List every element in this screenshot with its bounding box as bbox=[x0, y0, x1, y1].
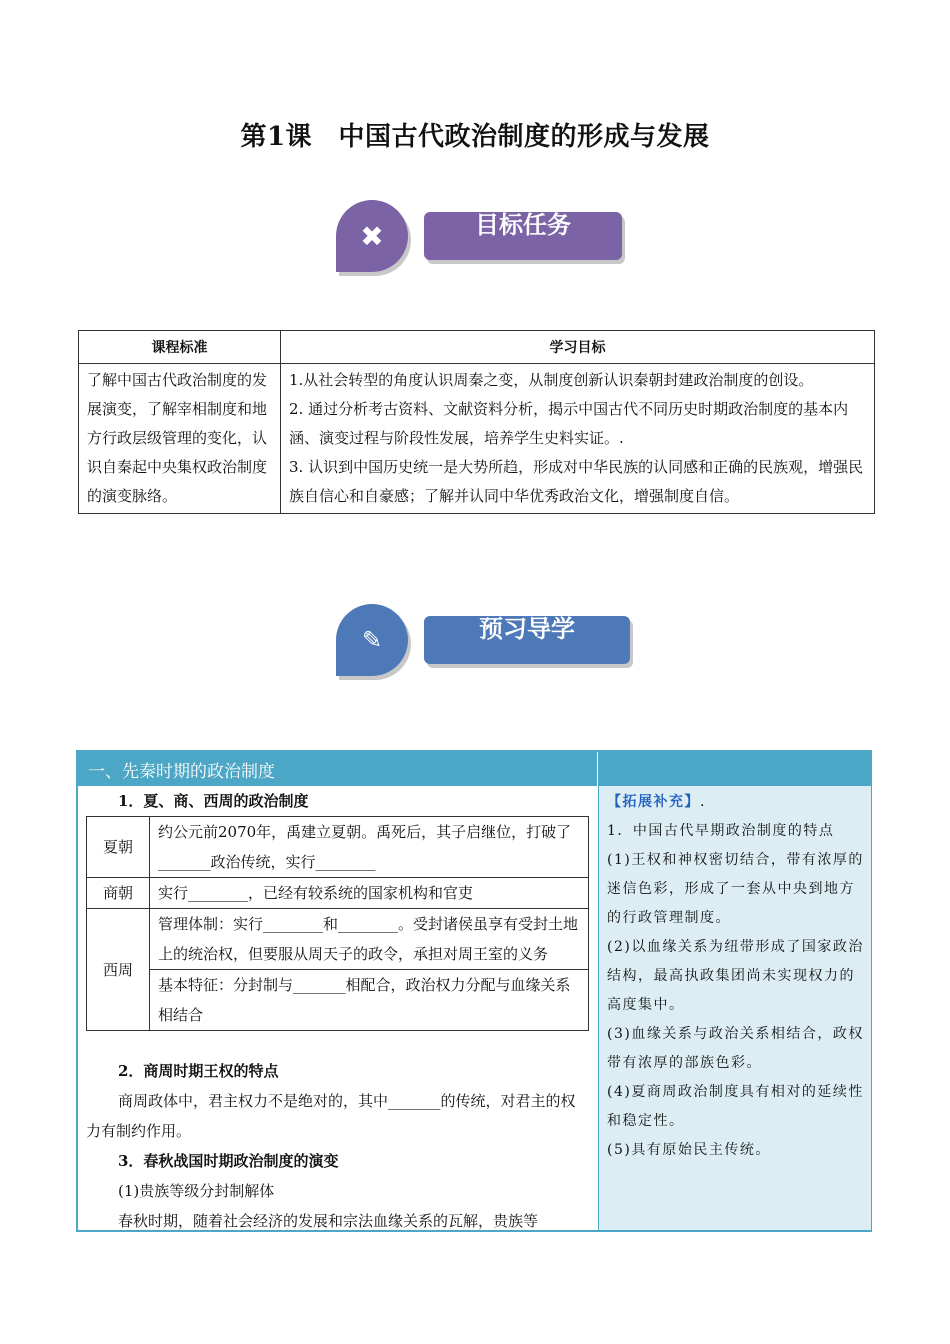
curriculum-standard: 了解中国古代政治制度的发展演变，了解宰相制度和地方行政层级管理的变化，认识自秦起中央集权政治制度的演变脉络。 bbox=[79, 364, 281, 514]
banner-drop bbox=[336, 200, 408, 272]
goal-item: 3. 认识到中国历史统一是大势所趋，形成对中华民族的认同感和正确的民族观，增强民族自信心和自豪感；了解并认同中华优秀政治文化，增强制度自信。 bbox=[289, 458, 864, 505]
guide-box bbox=[76, 750, 872, 1232]
pencil-icon: ✎ bbox=[361, 626, 383, 654]
dynasty-text: 基本特征：分封制与_______相配合，政治权力分配与血缘关系相结合 bbox=[150, 970, 589, 1031]
goal-item: 1.从社会转型的角度认识周秦之变，从制度创新认识秦朝封建政治制度的创设。 bbox=[289, 371, 814, 389]
dynasty-name: 夏朝 bbox=[87, 817, 150, 878]
dynasty-text: 实行________，已经有较系统的国家机构和官吏 bbox=[150, 878, 589, 909]
sidebar-item: (3)血缘关系与政治关系相结合，政权带有浓厚的部族色彩。 bbox=[607, 1026, 864, 1071]
extension-sidebar bbox=[598, 786, 871, 1230]
dynasty-text: 管理体制：实行________和________。受封诸侯虽享有受封土地上的统治权，但要服从周天子的政令，承担对周王室的义务 bbox=[150, 909, 589, 970]
subheading: 2．商周时期王权的特点 bbox=[118, 1062, 279, 1080]
preview-banner-label: 预习导学 bbox=[424, 616, 630, 664]
goals-banner-label: 目标任务 bbox=[424, 212, 622, 260]
goals-header: 学习目标 bbox=[281, 331, 875, 364]
sidebar-item: (2)以血缘关系为纽带形成了国家政治结构，最高执政集团尚未实现权力的高度集中。 bbox=[607, 939, 864, 1013]
standard-header: 课程标准 bbox=[79, 331, 281, 364]
guide-header bbox=[78, 752, 870, 786]
objectives-table bbox=[78, 330, 875, 514]
paragraph: 商周政体中，君主权力不是绝对的，其中_______的传统，对君主的权力有制约作用。 bbox=[86, 1092, 576, 1140]
banner-drop bbox=[336, 604, 408, 676]
sidebar-item: (4)夏商周政治制度具有相对的延续性和稳定性。 bbox=[607, 1084, 864, 1129]
dynasty-name: 商朝 bbox=[87, 878, 150, 909]
sidebar-item: (1)王权和神权密切结合，带有浓厚的迷信色彩，形成了一套从中央到地方的行政管理制度。 bbox=[607, 852, 864, 926]
sidebar-item: 1．中国古代早期政治制度的特点 bbox=[607, 823, 835, 839]
dynasty-text: 约公元前2070年，禹建立夏朝。禹死后，其子启继位，打破了_______政治传统，实行________ bbox=[150, 817, 589, 878]
sidebar-title: 【拓展补充】. bbox=[607, 794, 706, 810]
guide-main-column bbox=[78, 786, 597, 1230]
subheading: (1)贵族等级分封制解体 bbox=[118, 1182, 275, 1200]
paragraph: 春秋时期，随着社会经济的发展和宗法血缘关系的瓦解，贵族等 bbox=[118, 1212, 539, 1230]
sidebar-item: (5)具有原始民主传统。 bbox=[607, 1142, 771, 1158]
header-divider bbox=[597, 752, 598, 786]
subheading: 3．春秋战国时期政治制度的演变 bbox=[118, 1152, 339, 1170]
section-title: 一、先秦时期的政治制度 bbox=[88, 762, 275, 782]
close-x-icon: ✖ bbox=[360, 219, 384, 253]
dynasty-name: 西周 bbox=[87, 909, 150, 1031]
learning-goals bbox=[281, 364, 875, 514]
subheading: 1．夏、商、西周的政治制度 bbox=[118, 792, 309, 810]
goal-item: 2. 通过分析考古资料、文献资料分析，揭示中国古代不同历史时期政治制度的基本内涵、演变过程与阶段性发展，培养学生史料实证。. bbox=[289, 400, 849, 447]
page-title: 第1课 中国古代政治制度的形成与发展 bbox=[240, 122, 710, 152]
dynasty-table bbox=[86, 816, 589, 1031]
